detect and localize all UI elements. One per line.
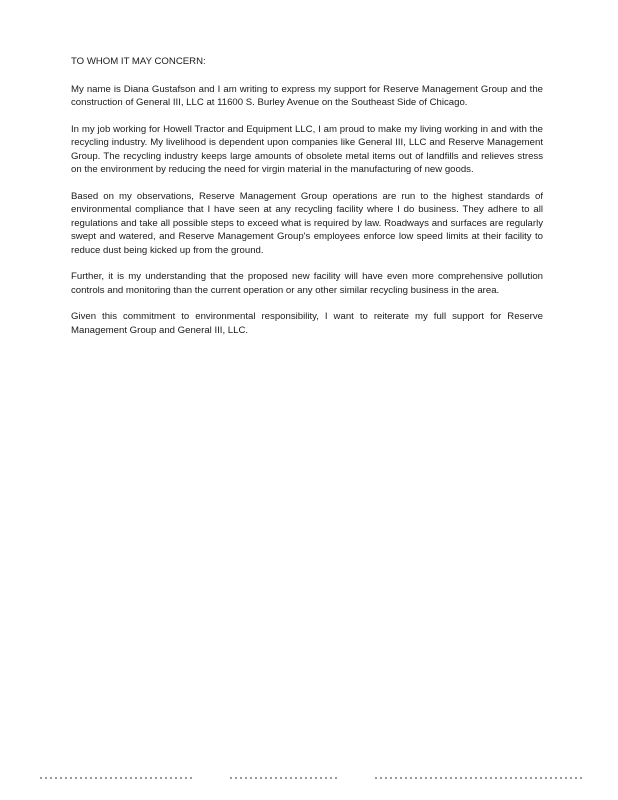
scan-footer-artifact — [40, 776, 585, 779]
letter-body — [71, 55, 543, 337]
salutation: TO WHOM IT MAY CONCERN: — [71, 56, 206, 67]
paragraph-employment: In my job working for Howell Tractor and Equipment LLC, I am proud to make my living working in and with the recycling industry. My livelihood is dependent upon companies like General III, LLC and Reserve Management Group. The recycling industry keeps large amounts of obsolete metal items out of landfills and relieves stress on the environment by reducing the need for virgin material in the manufacturing of new goods. — [71, 123, 543, 175]
paragraph-observations: Based on my observations, Reserve Management Group operations are run to the highest standards of environmental compliance that I have seen at any recycling facility where I do business. They adhere to all regulations and take all possible steps to exceed what is required by law. Roadways and surfaces are regularly swept and watered, and Reserve Management Group's employees enforce low speed limits at their facility to reduce dust being kicked up from the ground. — [71, 190, 543, 256]
scan-artifact-segment — [230, 777, 340, 779]
paragraph-new-facility: Further, it is my understanding that the proposed new facility will have even more comprehensive pollution controls and monitoring than the current operation or any other similar recycling business in the area. — [71, 271, 543, 296]
paragraph-introduction: My name is Diana Gustafson and I am writing to express my support for Reserve Management Group and the construction of General III, LLC at 11600 S. Burley Avenue on the Southeast Side of Chicago. — [71, 83, 543, 108]
scan-artifact-segment — [375, 777, 585, 779]
scan-artifact-segment — [40, 777, 195, 779]
paragraph-closing: Given this commitment to environmental responsibility, I want to reiterate my full support for Reserve Management Group and General III, LLC. — [71, 311, 543, 336]
